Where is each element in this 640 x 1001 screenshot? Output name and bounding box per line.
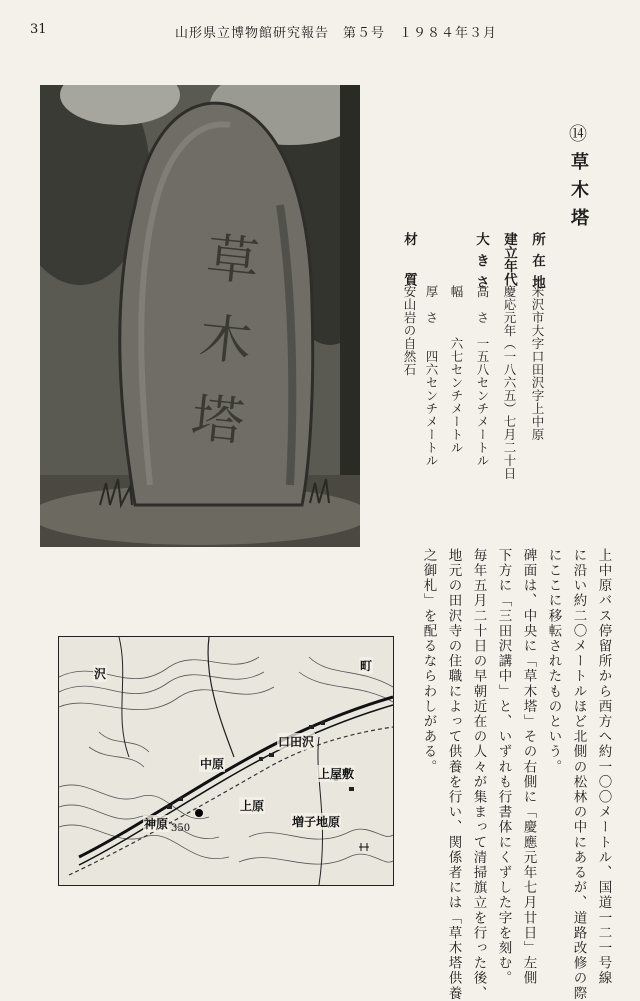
body-column: に沿い約二〇メートルほど北側の松林の中にあるが、道路改修の際 [570,548,587,1001]
svg-text:草: 草 [203,228,262,294]
field-label-material: 材 質 [401,232,417,286]
map-label: 口田沢 [278,735,315,749]
body-column: 下方に「三田沢講中」と、いずれも行書体にくずした字を刻む。 [495,548,512,986]
field-value-erected: 慶応元年（一八六五）七月二十日 [502,285,517,480]
field-value-width: 幅 六七センチメートル [449,285,464,454]
body-column: 之御札」を配るならわしがある。 [420,548,437,775]
body-column: 地元の田沢寺の住職によって供養を行い、関係者には「草木塔供養 [445,548,462,1001]
svg-text:塔: 塔 [188,388,247,454]
map-elevation: 350 [171,823,191,834]
field-value-location: 米沢市大字口田沢字上中原 [530,285,545,441]
location-map [58,636,394,886]
entry-number: ⑭ [566,124,587,142]
field-value-height: 高 さ 一五八センチメートル [475,285,490,467]
field-value-material: 安山岩の自然石 [402,285,417,376]
entry-title: 草木塔 [568,152,589,236]
field-label-location: 所在地 [529,232,545,297]
map-label: 沢 [94,667,107,681]
body-column: にここに移転されたものという。 [545,548,562,775]
map-label: 上屋敷 [318,767,355,781]
running-title: 山形県立博物館研究報告 第５号 １９８４年３月 [175,26,498,41]
map-label: 増子地原 [292,815,341,829]
map-label: 町 [360,659,373,673]
map-label: 上原 [240,799,265,813]
monument-photo [40,85,360,547]
body-column: 碑面は、中央に「草木塔」その右側に「慶應元年七月廿日」左側 [520,548,537,986]
field-label-erected: 建立年代 [501,232,517,286]
map-label: 神原 [144,817,169,831]
svg-text:木: 木 [196,308,255,374]
map-label: 中原 [200,757,225,771]
page-number: 31 [30,22,47,37]
body-column: 毎年五月二十日の早朝近在の人々が集まって清掃旗立を行った後、 [470,548,487,1001]
field-label-size: 大きさ [473,232,489,297]
field-value-thickness: 厚 さ 四六センチメートル [424,285,439,467]
body-column: 上中原バス停留所から西方へ約一〇〇メートル、国道一二一号線 [595,548,612,986]
